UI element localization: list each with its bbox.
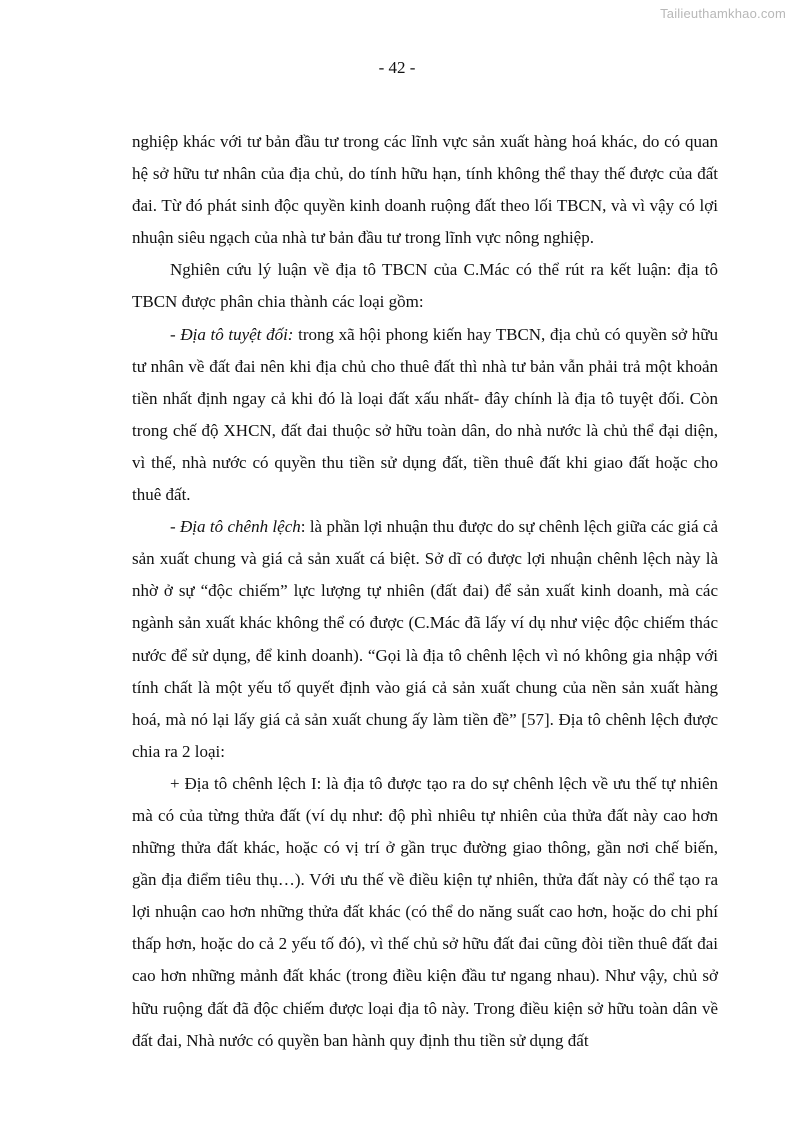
list-marker: - xyxy=(170,517,181,537)
term-absolute-rent: Địa tô tuyệt đối: xyxy=(180,324,294,344)
term-differential-rent: Địa tô chênh lệch xyxy=(180,517,301,537)
list-marker: - xyxy=(170,324,181,344)
document-body xyxy=(132,126,718,1057)
paragraph-3-text: trong xã hội phong kiến hay TBCN, địa chủ có quyền sở hữu tư nhân về đất đai nên khi địa chủ cho thuê đất thì nhà tư bản vẫn phải trả một khoản tiền nhất định ngay cả khi đó là loại đất xấu nhất- đây chính là địa tô tuyệt đối. Còn trong chế độ XHCN, đất đai thuộc sở hữu toàn dân, do nhà nước là chủ thể đại diện, vì thế, nhà nước có quyền thu tiền sử dụng đất, tiền thuê đất khi giao đất hoặc cho thuê đất. xyxy=(132,324,718,505)
paragraph-1: nghiệp khác với tư bản đầu tư trong các lĩnh vực sản xuất hàng hoá khác, do có quan hệ sở hữu tư nhân của địa chủ, do tính hữu hạn, tính không thể thay thế được của đất đai. Từ đó phát sinh độc quyền kinh doanh ruộng đất theo lối TBCN, và vì vậy có lợi nhuận siêu ngạch của nhà tư bản đầu tư trong lĩnh vực nông nghiệp. xyxy=(132,132,718,248)
paragraph-3 xyxy=(132,319,718,512)
paragraph-2: Nghiên cứu lý luận về địa tô TBCN của C.Mác có thể rút ra kết luận: địa tô TBCN được phân chia thành các loại gồm: xyxy=(132,260,718,312)
paragraph-4-text: : là phần lợi nhuận thu được do sự chênh lệch giữa các giá cả sản xuất chung và giá cả sản xuất cá biệt. Sở dĩ có được lợi nhuận chênh lệch này là nhờ ở sự “độc chiếm” lực lượng tự nhiên (đất đai) để sản xuất kinh doanh, mà các ngành sản xuất khác không thể có được (C.Mác đã lấy ví dụ như việc độc chiếm thác nước để sử dụng, để kinh doanh). “Gọi là địa tô chênh lệch vì nó không gia nhập với tính chất là một yếu tố quyết định vào giá cả sản xuất chung của nền sản xuất hàng hoá, mà nó lại lấy giá cả sản xuất chung ấy làm tiền đề” [57]. Địa tô chênh lệch được chia ra 2 loại: xyxy=(132,517,718,761)
paragraph-5: + Địa tô chênh lệch I: là địa tô được tạo ra do sự chênh lệch về ưu thế tự nhiên mà có của từng thửa đất (ví dụ như: độ phì nhiêu tự nhiên của thửa đất này cao hơn những thửa đất khác, hoặc có vị trí ở gần trục đường giao thông, gần nơi chế biến, gần địa điểm tiêu thụ…). Với ưu thế về điều kiện tự nhiên, thửa đất này có thể tạo ra lợi nhuận cao hơn những thửa đất khác (có thể do năng suất cao hơn, hoặc do chi phí thấp hơn, hoặc do cả 2 yếu tố đó), vì thế chủ sở hữu đất đai cũng đòi tiền thuê đất đai cao hơn những mảnh đất khác (trong điều kiện đầu tư ngang nhau). Như vậy, chủ sở hữu ruộng đất đã độc chiếm được loại địa tô này. Trong điều kiện sở hữu toàn dân về đất đai, Nhà nước có quyền ban hành quy định thu tiền sử dụng đất xyxy=(132,773,718,1050)
watermark: Tailieuthamkhao.com xyxy=(660,6,786,21)
paragraph-4 xyxy=(132,511,718,768)
page-number: - 42 - xyxy=(378,58,416,77)
